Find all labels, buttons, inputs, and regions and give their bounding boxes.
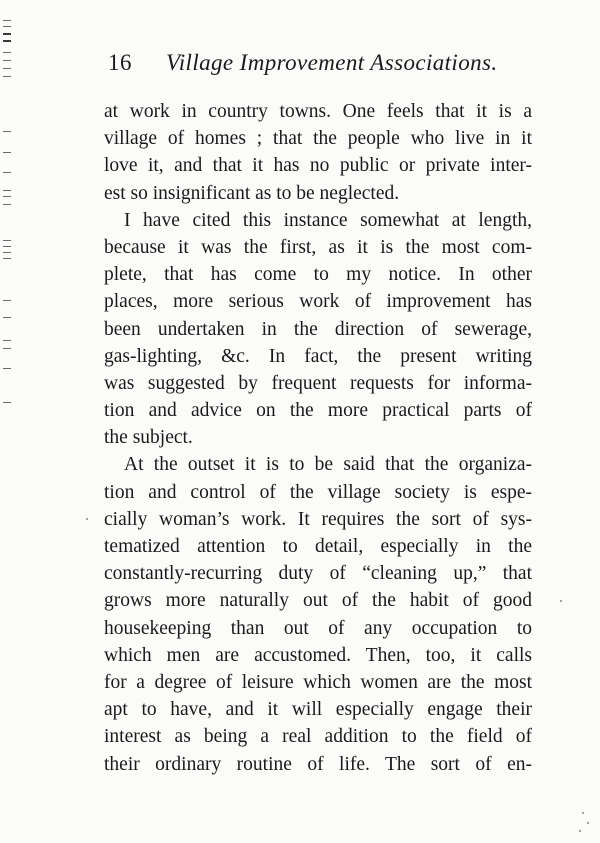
edge-mark <box>3 246 11 247</box>
text-line: housekeeping than out of any occupation to <box>104 617 532 639</box>
running-title: Village Improvement Associations. <box>166 50 498 75</box>
page-number: 16 <box>108 50 132 75</box>
paper-speck <box>86 518 88 520</box>
paper-speck <box>579 830 581 832</box>
text-line: which men are accustomed. Then, too, it calls <box>104 644 532 666</box>
edge-mark <box>3 258 11 259</box>
text-line: tematized attention to detail, especially in the <box>104 536 532 557</box>
text-line: their ordinary routine of life. The sort of en- <box>104 753 532 775</box>
edge-mark <box>3 252 11 253</box>
edge-mark <box>3 68 11 69</box>
text-line: tion and control of the village society is espe- <box>104 481 532 503</box>
edge-mark <box>3 20 11 21</box>
edge-mark <box>3 33 11 35</box>
text-line: interest as being a real addition to the field of <box>104 726 532 748</box>
edge-mark <box>3 52 11 53</box>
paper-speck <box>560 600 562 602</box>
edge-mark <box>3 26 11 27</box>
text-line: cially woman’s work. It requires the sort of sys- <box>104 508 532 530</box>
edge-mark <box>3 196 11 197</box>
text-line: love it, and that it has no public or private inter- <box>104 155 532 177</box>
text-line: constantly-recurring duty of “cleaning up,” that <box>104 563 532 585</box>
text-line: tion and advice on the more practical parts of <box>104 400 532 422</box>
edge-mark <box>3 76 11 77</box>
text-line: the subject. <box>104 427 193 449</box>
edge-mark <box>3 131 11 132</box>
edge-mark <box>3 340 11 341</box>
paragraph-first-line: At the outset it is to be said that the organiza- <box>124 454 532 476</box>
edge-mark <box>3 60 11 61</box>
text-line: been undertaken in the direction of sewerage, <box>104 318 532 340</box>
page-header <box>108 48 498 82</box>
paper-speck <box>587 822 589 824</box>
text-line: est so insignificant as to be neglected. <box>104 182 400 204</box>
paragraph-first-line: I have cited this instance somewhat at length, <box>124 209 532 231</box>
text-line: apt to have, and it will especially engage their <box>104 699 532 721</box>
edge-mark <box>3 300 11 301</box>
text-line: plete, that has come to my notice. In other <box>104 264 532 286</box>
text-line: places, more serious work of improvement has <box>104 291 532 313</box>
edge-mark <box>3 204 11 205</box>
paper-speck <box>582 812 584 814</box>
edge-mark <box>3 348 11 349</box>
edge-mark <box>3 172 11 173</box>
text-line: for a degree of leisure which women are the most <box>104 671 532 693</box>
body-text <box>104 98 532 778</box>
edge-mark <box>3 40 11 42</box>
text-line: village of homes ; that the people who live in it <box>104 128 532 150</box>
edge-mark <box>3 368 11 369</box>
edge-mark <box>3 402 11 403</box>
text-line: because it was the first, as it is the most com- <box>104 236 532 258</box>
edge-mark <box>3 190 11 191</box>
text-line: gas-lighting, &c. In fact, the present writing <box>104 345 532 367</box>
edge-mark <box>3 152 11 153</box>
text-line: was suggested by frequent requests for informa- <box>104 372 532 394</box>
edge-mark <box>3 240 11 241</box>
text-line: at work in country towns. One feels that it is a <box>104 101 532 122</box>
binding-edge-marks <box>0 0 14 843</box>
text-line: grows more naturally out of the habit of good <box>104 590 532 612</box>
edge-mark <box>3 317 11 318</box>
